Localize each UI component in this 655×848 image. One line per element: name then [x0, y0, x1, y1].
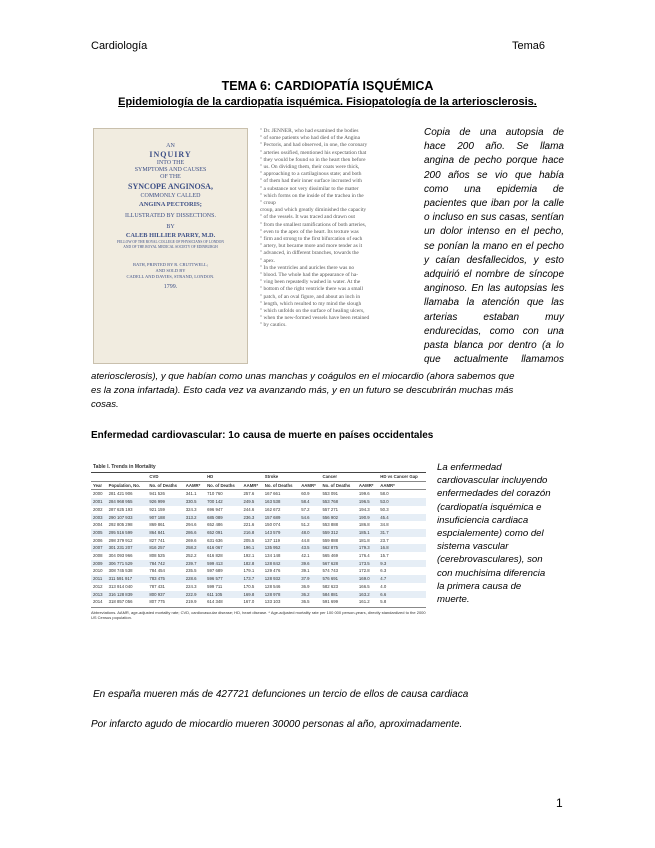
table-cell: 574 743 [322, 568, 339, 574]
table-cell: 295 516 599 [107, 529, 148, 537]
table-cell: 235.5 [185, 568, 197, 574]
paragraph-line: ateriosclerosis), y que habían como unas manchas y coágulos en el miocardio (ahora sabemos que [91, 371, 515, 382]
book-line: AND SOLD BY [155, 268, 186, 273]
table-cell: 173.7 [241, 575, 262, 583]
book-line: 1799. [163, 284, 178, 290]
table-cell: 169.0 [357, 575, 378, 583]
paragraph-line: muerte. [437, 594, 470, 606]
table-cell: 800 937 [147, 591, 183, 599]
table-cell: 4.0 [380, 583, 387, 589]
paragraph-line: anginoso. En las autopsias les [424, 283, 564, 295]
paragraph-line: que actualmente llamamos [424, 354, 564, 366]
table-cell: 167 661 [264, 491, 281, 497]
group-header: HD [205, 473, 263, 481]
table-row [91, 490, 426, 498]
paragraph-line: o incluso en sus casas, sentían [424, 212, 564, 224]
table-cell: 597 689 [207, 568, 223, 574]
paragraph-line: cosas. [91, 399, 119, 411]
table-cell: 784 454 [149, 568, 165, 574]
table-cell: 134 148 [264, 553, 281, 559]
table-cell: 559 312 [321, 529, 357, 537]
table-cell: 710 760 [207, 491, 223, 497]
paragraph-line: (cerebrovasculares), son [437, 554, 543, 566]
paragraph-line: espcialemente) como del [437, 528, 544, 540]
table-cell: 6.6 [378, 591, 426, 599]
table-cell: 576 691 [321, 575, 357, 583]
table-cell: 16.8 [378, 544, 426, 552]
table-cell: 186.8 [358, 522, 370, 528]
scan-line: " firm and strong to the first bifurcation of each [260, 236, 363, 243]
table-cell: 39.1 [301, 568, 310, 574]
scan-line: " by cautics. [260, 322, 287, 329]
spain-deaths-line: En españa mueren más de 427721 defunciones un tercio de ellos de causa cardiaca [93, 689, 469, 700]
table-cell: 239.7 [184, 560, 205, 568]
scan-line: " of some patients who had died of the Angina [260, 135, 360, 142]
scan-line: " croup [260, 200, 276, 207]
table-cell: 700 142 [205, 498, 241, 506]
table-row [91, 583, 426, 591]
scan-line: " arteries ossified, mentioned his expectation that [260, 149, 367, 156]
table-cell: 313 914 040 [108, 583, 133, 589]
table-cell: 15.7 [380, 553, 389, 559]
scan-line: " they would be found so in the heart then before [260, 156, 366, 163]
autopsy-paragraph [424, 126, 564, 367]
section-heading: Enfermedad cardiovascular: 1o causa de muerte en países occidentales [91, 430, 434, 441]
autopsy-scan-image [260, 128, 416, 364]
scan-line: " length, which resulted to my mind the slough [260, 300, 362, 307]
table-cell: 2012 [93, 583, 103, 589]
table-row [91, 544, 426, 552]
table-cell: 48.0 [299, 529, 320, 537]
column-header: AAMR* [299, 481, 320, 490]
paragraph-line: La enfermedad [437, 462, 502, 473]
table-cell: 611 105 [205, 591, 241, 599]
paragraph-line: hace 200 año. Se llama [424, 141, 564, 153]
scan-line: " In the ventricles and auricles there was no [260, 264, 355, 271]
table-cell: 162 672 [264, 506, 281, 512]
table-cell: 216.8 [241, 529, 262, 537]
table-cell: 294.6 [185, 522, 197, 528]
table-cell: 36.9 [301, 583, 310, 589]
table-row [91, 529, 426, 537]
book-line: SYNCOPE ANGINOSA, [128, 182, 213, 191]
table-cell: 228.6 [184, 575, 205, 583]
table-cell: 864 841 [147, 529, 183, 537]
scan-line: " even to the apex of the heart. Its texture was [260, 228, 359, 235]
table-cell: 562 875 [321, 544, 357, 552]
table-cell: 281 421 906 [108, 491, 133, 497]
table-cell: 2008 [93, 553, 103, 559]
column-header-row [91, 481, 426, 490]
group-header: HD vs Cancer Gap [378, 473, 426, 481]
page-title: TEMA 6: CARDIOPATÍA ISQUÉMICA [221, 79, 434, 93]
table-cell: 284 968 955 [107, 498, 148, 506]
table-row [91, 552, 426, 560]
table-cell: 308 745 538 [108, 568, 133, 574]
table-cell: 2001 [91, 498, 107, 506]
table-cell: 907 188 [147, 514, 183, 522]
page-number: 1 [556, 796, 563, 810]
table-cell: 330.5 [184, 498, 205, 506]
table-row [91, 575, 426, 583]
paragraph-line: enfermedades del corazón [437, 488, 551, 500]
header-right: Tema6 [512, 40, 546, 52]
table-cell: 2014 [93, 599, 103, 605]
table-cell: 287 625 193 [108, 506, 133, 512]
table-cell: 784 742 [147, 560, 183, 568]
group-header-blank [107, 473, 148, 481]
table-cell: 596 577 [205, 575, 241, 583]
table-cell: 163 538 [263, 498, 299, 506]
table-row [91, 506, 426, 514]
table-cell: 176.4 [358, 553, 370, 559]
scan-line: " ving been repeatedly washed in water. At the [260, 279, 361, 286]
scan-line: " Dr. JENNER, who had examined the bodies [260, 128, 359, 134]
table-cell: 182.8 [241, 560, 262, 568]
paragraph-line: adquirió el nombre de síncope [424, 269, 564, 281]
table-cell: 591 699 [322, 599, 339, 605]
table-cell: 58.0 [380, 491, 389, 497]
table-cell: 258.2 [184, 544, 205, 552]
table-cell: 559 888 [322, 537, 339, 543]
table-cell: 318 857 056 [108, 599, 133, 605]
table-cell: 306 771 529 [107, 560, 148, 568]
table-cell: 23.7 [380, 537, 389, 543]
table-cell: 6.3 [380, 568, 387, 574]
table-cell: 166.5 [358, 583, 370, 589]
book-line: ILLUSTRATED BY DISSECTIONS. [125, 213, 216, 219]
table-cell: 161.2 [358, 599, 370, 605]
table-cell: 167.0 [243, 599, 255, 605]
scan-line: " of the vessels. It was traced and drawn out [260, 214, 356, 221]
table-cell: 36.2 [299, 591, 320, 599]
table-cell: 599 711 [207, 583, 223, 589]
paragraph-line: un dolor intenso en el pecho, [424, 226, 564, 238]
table-cell: 128 978 [263, 591, 299, 599]
table-cell: 869 861 [149, 522, 165, 528]
table-cell: 582 623 [322, 583, 339, 589]
paragraph-line: es la zona infartada). Esto cada vez va avanzando más, y en un futuro se descubrirán muchas más [91, 385, 514, 397]
table-cell: 311 591 917 [107, 575, 148, 583]
table-cell: 2005 [91, 529, 107, 537]
paragraph-line: endurecidas, como con una [424, 325, 564, 337]
page-subtitle: Epidemiología de la cardiopatía isquémica. Fisiopatología de la arteriosclerosis. [118, 96, 537, 108]
book-line: AND OF THE ROYAL MEDICAL SOCIETY OF EDINBURGH [123, 245, 218, 249]
table-cell: 42.1 [301, 553, 310, 559]
scan-line: croup, and which greatly diminished the capacity [260, 207, 367, 214]
table-cell: 2009 [91, 560, 107, 568]
scan-line: " which forms on the inside of the trachea in the [260, 192, 364, 199]
paragraph-line: arterias estaban muy [424, 311, 564, 323]
table-cell: 58.4 [299, 498, 320, 506]
table-cell: 807 775 [149, 599, 165, 605]
table-cell: 128 546 [264, 583, 281, 589]
table-cell: 2006 [93, 537, 103, 543]
table-cell: 652 091 [205, 529, 241, 537]
table-cell: 324.3 [185, 506, 197, 512]
table-cell: 616 828 [207, 553, 223, 559]
book-line: COMMONLY CALLED [140, 193, 201, 199]
paragraph-line: con muchisima diferencia [437, 567, 546, 579]
paragraph-line: llamaba la atención que las [424, 297, 564, 309]
table-cell: 185.1 [357, 529, 378, 537]
table-cell: 553 091 [322, 491, 339, 497]
table-cell: 199.6 [358, 491, 370, 497]
table-cell: 926 999 [147, 498, 183, 506]
table-cell: 2007 [91, 544, 107, 552]
scan-line: " advanced, in different branches, towards the [260, 250, 359, 257]
table-cell: 616 067 [205, 544, 241, 552]
table-cell: 196.1 [241, 544, 262, 552]
table-cell: 129 476 [264, 568, 281, 574]
table-cell: 219.9 [185, 599, 197, 605]
group-header-blank [91, 473, 107, 481]
book-line: SYMPTOMS AND CAUSES [134, 167, 207, 173]
book-line: ANGINA PECTORIS; [139, 201, 202, 208]
header-left: Cardiología [91, 40, 148, 52]
book-line: BATH, PRINTED BY R. CRUTTWELL; [132, 262, 209, 267]
book-line: OF THE [160, 174, 181, 180]
table-cell: 128 932 [263, 575, 299, 583]
table-cell: 4.7 [378, 575, 426, 583]
table-row [91, 567, 426, 575]
paragraph-line: (cardiopatía isquémica e [437, 501, 542, 513]
scan-line: " when the new-formed vessels have been retained [260, 315, 370, 322]
table-cell: 301 231 207 [107, 544, 148, 552]
book-line: CADELL AND DAVIES, STRAND, LONDON. [126, 274, 215, 279]
paragraph-line: cardiovascular incluyendo [437, 475, 548, 487]
table-cell: 36.5 [301, 599, 310, 605]
table-cell: 54.6 [299, 514, 320, 522]
table-cell: 696 947 [207, 506, 223, 512]
table-cell: 304 093 966 [108, 553, 133, 559]
scan-line: " approaching to a cartilaginous state; and both [260, 171, 362, 178]
table-cell: 556 902 [321, 514, 357, 522]
paragraph-line: y caían desfallecidos, y esto [424, 254, 564, 266]
table-cell: 192.1 [243, 553, 255, 559]
scan-line: " apex. [260, 257, 276, 264]
table-cell: 599 413 [205, 560, 241, 568]
book-line: CALEB HILLIER PARRY, M.D. [125, 232, 216, 239]
column-header: No. of Deaths [263, 481, 299, 490]
book-line: BY [166, 224, 175, 230]
table-cell: 194.3 [358, 506, 370, 512]
table-cell: 45.4 [378, 514, 426, 522]
paragraph-line: pacientes que iban por la calle [424, 198, 564, 210]
table-cell: 222.9 [184, 591, 205, 599]
table-cell: 2002 [93, 506, 103, 512]
scan-line: " a substance not very dissimilar to the matter [260, 185, 359, 192]
table-cell: 2000 [93, 491, 103, 497]
column-header: AAMR* [184, 481, 205, 490]
table-cell: 816 257 [147, 544, 183, 552]
table-cell: 553 768 [321, 498, 357, 506]
table-row [91, 591, 426, 599]
table-cell: 783 475 [147, 575, 183, 583]
table-cell: 316 128 839 [107, 591, 148, 599]
paragraph-line: Copia de una autopsia de [424, 127, 564, 138]
table-cell: 163.2 [357, 591, 378, 599]
table-cell: 34.8 [380, 522, 389, 528]
table-cell: 135 952 [263, 544, 299, 552]
table-cell: 39.6 [299, 560, 320, 568]
column-header: AAMR* [378, 481, 426, 490]
scan-line: " bottom of the right ventricle there was a small [260, 286, 363, 293]
book-line: FELLOW OF THE ROYAL COLLEGE OF PHYSICIANS OF LONDON [117, 240, 224, 244]
scan-line: " us. On dividing them, their coats were thick, [260, 164, 360, 171]
table-cell: 169.8 [241, 591, 262, 599]
table-title: Table I. Trends in Mortality [91, 462, 426, 473]
table-cell: 179.3 [357, 544, 378, 552]
table-cell: 252.2 [185, 553, 197, 559]
table-cell: 269.6 [185, 537, 197, 543]
table-cell: 128 842 [263, 560, 299, 568]
table-cell: 557 271 [322, 506, 339, 512]
table-cell: 196.5 [357, 498, 378, 506]
table-cell: 2004 [93, 522, 103, 528]
table-cell: 787 431 [149, 583, 165, 589]
group-header: Cancer [321, 473, 379, 481]
scan-line: " Pectoris, and had observed, in one, the coronary [260, 142, 368, 149]
table-cell: 565 469 [322, 553, 339, 559]
table-row [91, 498, 426, 506]
paragraph-line: la primera causa de [437, 580, 522, 592]
table-cell: 190.9 [357, 514, 378, 522]
scan-line: " blood. The whole had the appearance of ha- [260, 272, 359, 279]
table-cell: 221.6 [243, 522, 255, 528]
book-cover-image [93, 128, 248, 364]
table-cell: 53.0 [378, 498, 426, 506]
table-cell: 9.3 [378, 560, 426, 568]
table-cell: 631 636 [207, 537, 223, 543]
table-cell: 224.3 [185, 583, 197, 589]
table-cell: 143 579 [263, 529, 299, 537]
table-cell: 51.2 [301, 522, 310, 528]
table-cell: 31.7 [378, 529, 426, 537]
book-line: AN [166, 143, 175, 149]
table-cell: 150 074 [264, 522, 281, 528]
column-header: Year [91, 481, 107, 490]
table-cell: 313.2 [184, 514, 205, 522]
table-cell: 173.5 [357, 560, 378, 568]
mortality-table [91, 462, 426, 657]
table-body [91, 490, 426, 606]
table-cell: 5.8 [380, 599, 387, 605]
table-cell: 137 119 [264, 537, 281, 543]
table-cell: 172.8 [358, 568, 370, 574]
table-cell: 244.6 [243, 506, 255, 512]
cvd-paragraph [437, 461, 567, 606]
table-cell: 921 159 [149, 506, 165, 512]
table-cell: 179.1 [243, 568, 255, 574]
scan-line: " of them had their inner surface incrusted with [260, 178, 362, 185]
table-cell: 37.9 [299, 575, 320, 583]
table-cell: 614 348 [207, 599, 223, 605]
book-line: INTO THE [156, 160, 185, 166]
paragraph-line: angina de pecho porque hace [424, 155, 564, 167]
table-cell: 205.5 [243, 537, 255, 543]
table-cell: 2010 [93, 568, 103, 574]
table-cell: 292 805 298 [108, 522, 133, 528]
group-header: CVD [147, 473, 205, 481]
table-cell: 44.8 [301, 537, 310, 543]
table-cell: 685 089 [205, 514, 241, 522]
table-cell: 290 107 933 [107, 514, 148, 522]
table-row [91, 598, 426, 606]
table-cell: 827 741 [149, 537, 165, 543]
paragraph-line: 200 años se vio que había [424, 169, 564, 181]
book-line: INQUIRY [149, 150, 192, 159]
table-cell: 941 526 [149, 491, 165, 497]
table-cell: 298 379 912 [108, 537, 133, 543]
table-cell: 652 486 [207, 522, 223, 528]
scan-line: " artery, but became more and more tender as it [260, 243, 363, 250]
table-cell: 170.5 [243, 583, 255, 589]
table-row [91, 521, 426, 529]
table-cell: 133 103 [264, 599, 281, 605]
paragraph-line: sistema vascular [437, 541, 509, 553]
table-cell: 257.6 [243, 491, 255, 497]
table-footnote: Abbreviations. AAMR, age-adjusted mortality rate; CVD, cardiovascular disease; HD, heart disease. * Age-adjusted mortality rate per 100 000 person-years, directly standardized to the 2000 US Census population. [91, 607, 426, 620]
table-cell: 43.5 [299, 544, 320, 552]
scan-line: " from the smallest ramifications of both arteries, [260, 221, 367, 228]
column-header: AAMR* [357, 481, 378, 490]
paragraph-line: como una epidemia de [424, 183, 564, 195]
paragraph-line: pasta blanca por dentro (a lo [424, 340, 564, 352]
table-cell: 567 628 [321, 560, 357, 568]
table-row [91, 537, 426, 545]
infarct-deaths-line: Por infarcto agudo de miocardio mueren 30000 personas al año, aproximadamente. [91, 719, 463, 730]
column-header: No. of Deaths [205, 481, 241, 490]
scan-line: " which unfolds on the surface of healing ulcers, [260, 308, 365, 315]
table-cell: 341.1 [185, 491, 197, 497]
table-row [91, 514, 426, 522]
column-header: Population, No. [107, 481, 148, 490]
scan-line: " patch, of an oval figure, and about an inch in [260, 293, 361, 300]
table-cell: 236.3 [241, 514, 262, 522]
table-cell: 2013 [91, 591, 107, 599]
autopsy-continuation [91, 370, 566, 413]
table-cell: 553 888 [322, 522, 339, 528]
paragraph-line: insuficiencia cardiaca [437, 514, 529, 526]
column-header: AAMR* [241, 481, 262, 490]
table-cell: 2011 [91, 575, 107, 583]
paragraph-line: se ponían la mano en el pecho [424, 240, 564, 252]
table-row [91, 560, 426, 568]
table-cell: 60.9 [301, 491, 310, 497]
table-cell: 2003 [91, 514, 107, 522]
table-cell: 249.5 [241, 498, 262, 506]
table-cell: 808 525 [149, 553, 165, 559]
table-cell: 50.3 [380, 506, 389, 512]
column-header: No. of Deaths [321, 481, 357, 490]
table-cell: 286.6 [184, 529, 205, 537]
column-header: No. of Deaths [147, 481, 183, 490]
table-cell: 57.2 [301, 506, 310, 512]
table-cell: 584 881 [321, 591, 357, 599]
group-header: Stroke [263, 473, 321, 481]
table-cell: 181.8 [358, 537, 370, 543]
table-cell: 157 689 [263, 514, 299, 522]
